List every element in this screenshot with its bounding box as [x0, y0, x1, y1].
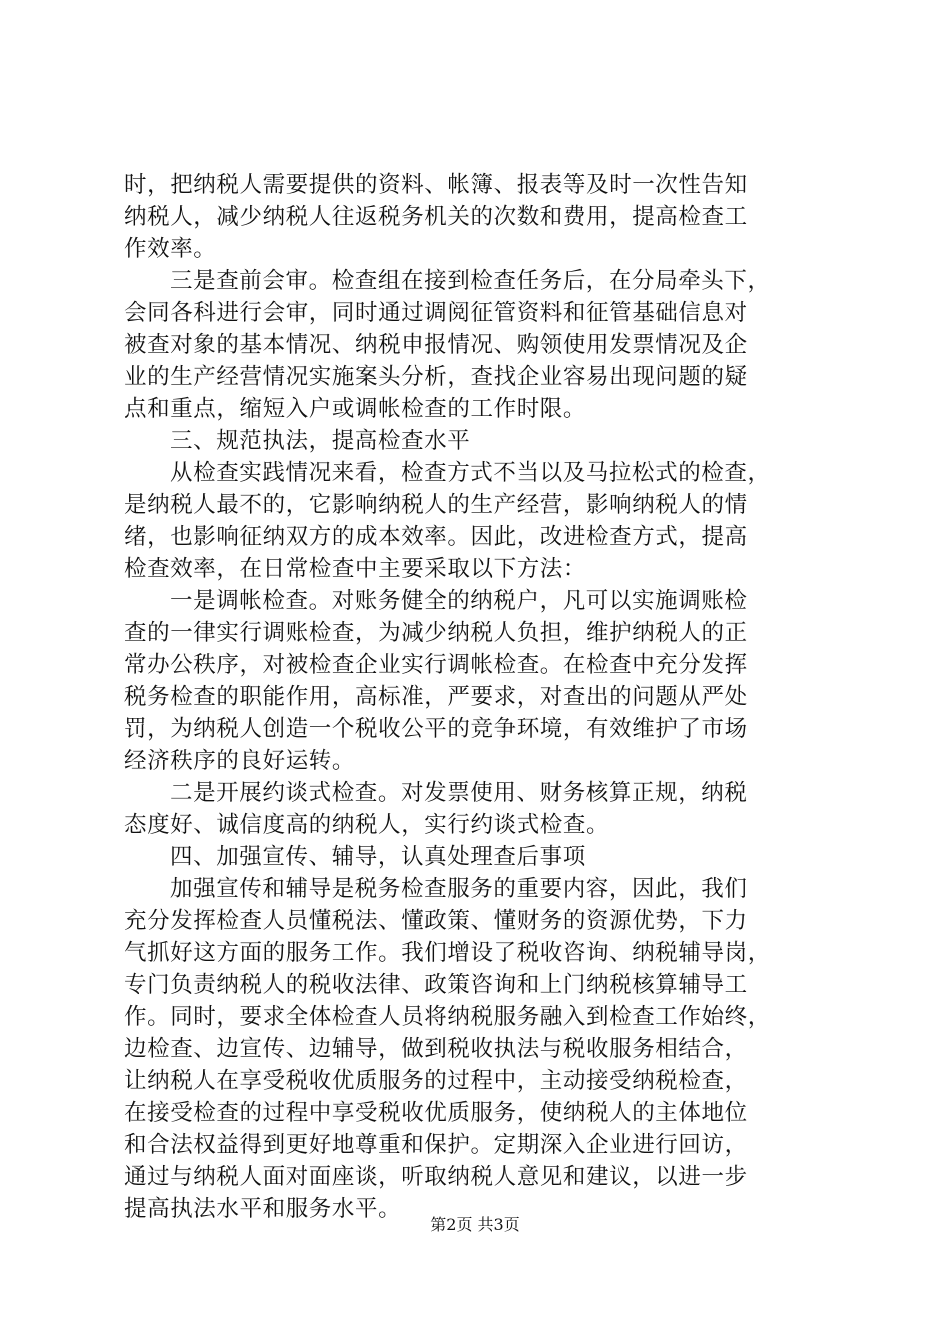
text-line: 专门负责纳税人的税收法律、政策咨询和上门纳税核算辅导工 — [124, 972, 748, 998]
text-line: 气抓好这方面的服务工作。我们增设了税收咨询、纳税辅导岗， — [124, 940, 771, 966]
text-line: 绪，也影响征纳双方的成本效率。因此，改进检查方式，提高 — [124, 524, 748, 550]
text-line: 边检查、边宣传、边辅导，做到税收执法与税收服务相结合， — [124, 1036, 748, 1062]
text-line: 是纳税人最不的，它影响纳税人的生产经营，影响纳税人的情 — [124, 492, 748, 518]
text-line: 点和重点，缩短入户或调帐检查的工作时限。 — [124, 396, 587, 422]
paragraph-start-line: 一是调帐检查。对账务健全的纳税户，凡可以实施调账检 — [170, 588, 748, 614]
section-heading: 四、加强宣传、辅导，认真处理查后事项 — [170, 844, 586, 870]
text-line: 时，把纳税人需要提供的资料、帐簿、报表等及时一次性告知 — [124, 172, 748, 198]
section-heading: 三、规范执法，提高检查水平 — [170, 428, 471, 454]
text-line: 提高执法水平和服务水平。 — [124, 1196, 402, 1222]
page-number: 第2页 共3页 — [430, 1215, 520, 1234]
text-line: 业的生产经营情况实施案头分析，查找企业容易出现问题的疑 — [124, 364, 748, 390]
text-line: 查的一律实行调账检查，为减少纳税人负担，维护纳税人的正 — [124, 620, 748, 646]
text-line: 被查对象的基本情况、纳税申报情况、购领使用发票情况及企 — [124, 332, 748, 358]
text-line: 税务检查的职能作用，高标准，严要求，对查出的问题从严处 — [124, 684, 748, 710]
text-line: 纳税人，减少纳税人往返税务机关的次数和费用，提高检查工 — [124, 204, 748, 230]
text-line: 让纳税人在享受税收优质服务的过程中，主动接受纳税检查， — [124, 1068, 748, 1094]
text-line: 会同各科进行会审，同时通过调阅征管资料和征管基础信息对 — [124, 300, 748, 326]
text-line: 态度好、诚信度高的纳税人，实行约谈式检查。 — [124, 812, 610, 838]
text-line: 检查效率，在日常检查中主要采取以下方法： — [124, 556, 587, 582]
text-line: 通过与纳税人面对面座谈，听取纳税人意见和建议，以进一步 — [124, 1164, 748, 1190]
paragraph-start-line: 加强宣传和辅导是税务检查服务的重要内容，因此，我们 — [170, 876, 748, 902]
text-line: 在接受检查的过程中享受税收优质服务，使纳税人的主体地位 — [124, 1100, 748, 1126]
text-line: 经济秩序的良好运转。 — [124, 748, 356, 774]
text-line: 作效率。 — [124, 236, 217, 262]
text-line: 和合法权益得到更好地尊重和保护。定期深入企业进行回访， — [124, 1132, 748, 1158]
paragraph-start-line: 从检查实践情况来看，检查方式不当以及马拉松式的检查， — [170, 460, 771, 486]
text-line: 罚，为纳税人创造一个税收公平的竞争环境，有效维护了市场 — [124, 716, 748, 742]
text-line: 充分发挥检查人员懂税法、懂政策、懂财务的资源优势，下力 — [124, 908, 748, 934]
paragraph-start-line: 二是开展约谈式检查。对发票使用、财务核算正规，纳税 — [170, 780, 748, 806]
paragraph-start-line: 三是查前会审。检查组在接到检查任务后，在分局牵头下， — [170, 268, 771, 294]
text-line: 常办公秩序，对被检查企业实行调帐检查。在检查中充分发挥 — [124, 652, 748, 678]
text-line: 作。同时，要求全体检查人员将纳税服务融入到检查工作始终， — [124, 1004, 771, 1030]
body-text — [124, 169, 836, 1225]
